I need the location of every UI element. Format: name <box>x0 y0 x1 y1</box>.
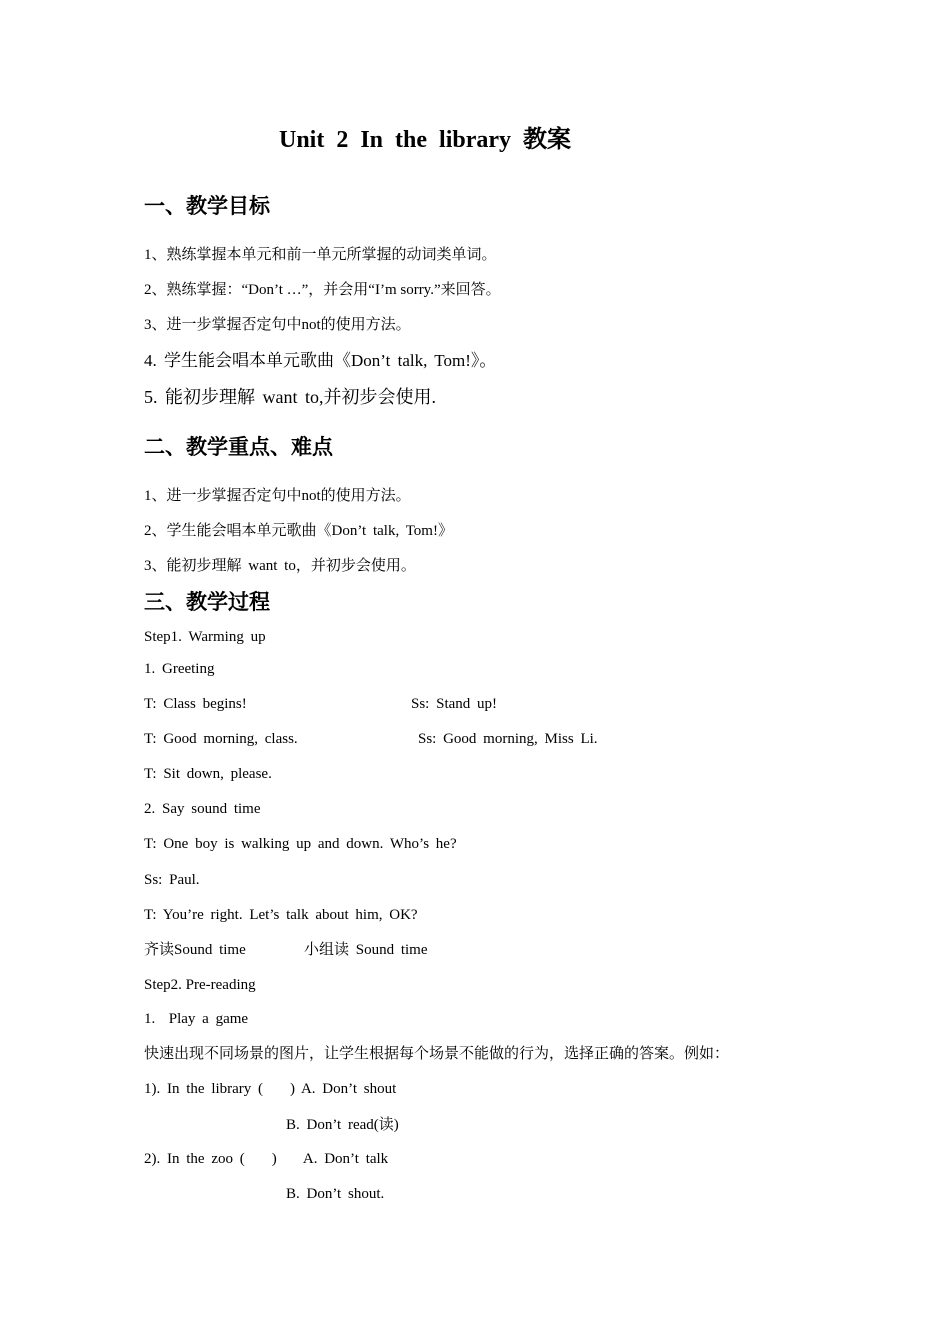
dialogue-line: Ss: Stand up! <box>411 696 498 712</box>
step-heading: Step1. Warming up <box>144 629 266 645</box>
key-point-item: 3、能初步理解 want to，并初步会使用。 <box>144 558 416 574</box>
document-title: Unit 2 In the library 教案 <box>279 127 572 153</box>
dialogue-line: T: Class begins! <box>144 696 247 712</box>
instruction-text: 快速出现不同场景的图片，让学生根据每个场景不能做的行为，选择正确的答案。例如： <box>144 1046 730 1062</box>
objective-item: 3、进一步掌握否定句中not的使用方法。 <box>144 317 411 333</box>
question-option: B. Don’t read(读) <box>286 1117 399 1133</box>
objective-item: 2、熟练掌握：“Don’t …”，并会用“I’m sorry.”来回答。 <box>144 282 501 298</box>
objective-item: 1、熟练掌握本单元和前一单元所掌握的动词类单词。 <box>144 247 497 263</box>
key-point-item: 1、进一步掌握否定句中not的使用方法。 <box>144 488 411 504</box>
sub-heading: 2. Say sound time <box>144 801 261 817</box>
sub-heading: 1. Play a game <box>144 1011 249 1027</box>
question-line: 1). In the library ( ) A. Don’t shout <box>144 1081 397 1097</box>
activity-line: 小组读 Sound time <box>304 942 428 958</box>
dialogue-line: T: Sit down, please. <box>144 766 272 782</box>
section-heading-objectives: 一、教学目标 <box>144 194 270 218</box>
activity-line: 齐读Sound time <box>144 942 246 958</box>
dialogue-line: T: Good morning, class. <box>144 731 298 747</box>
dialogue-line: Ss: Good morning, Miss Li. <box>418 731 598 747</box>
section-heading-process: 三、教学过程 <box>144 590 270 614</box>
key-point-item: 2、学生能会唱本单元歌曲《Don’t talk, Tom!》 <box>144 523 453 539</box>
section-heading-key-points: 二、教学重点、难点 <box>144 435 333 459</box>
dialogue-line: T: One boy is walking up and down. Who’s he? <box>144 836 457 852</box>
objective-item: 5. 能初步理解 want to,并初步会使用. <box>144 387 436 407</box>
question-line: 2). In the zoo ( ) A. Don’t talk <box>144 1151 389 1167</box>
sub-heading: 1. Greeting <box>144 661 215 677</box>
dialogue-line: Ss: Paul. <box>144 872 200 888</box>
step-heading: Step2. Pre-reading <box>144 977 256 993</box>
objective-item: 4. 学生能会唱本单元歌曲《Don’t talk, Tom!》。 <box>144 351 497 370</box>
question-option: B. Don’t shout. <box>286 1186 385 1202</box>
dialogue-line: T: You’re right. Let’s talk about him, OK? <box>144 907 418 923</box>
